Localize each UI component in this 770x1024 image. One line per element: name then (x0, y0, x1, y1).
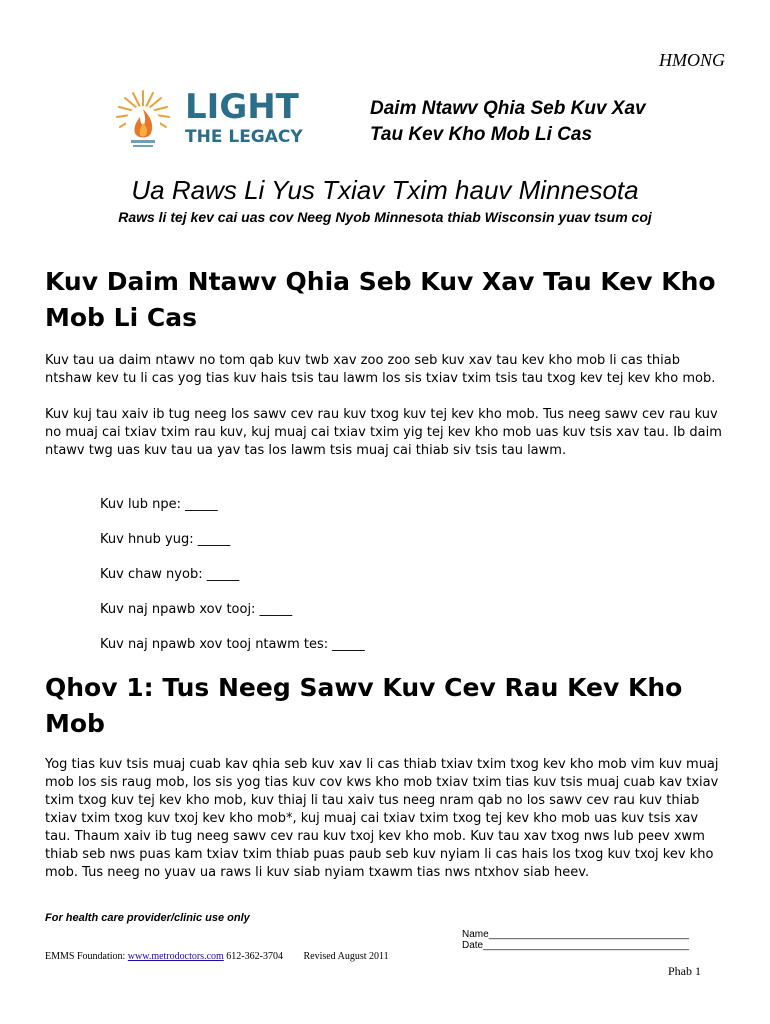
section2-heading-line2: Mob (45, 709, 105, 738)
form-title: Ua Raws Li Yus Txiav Txim hauv Minnesota (131, 175, 639, 205)
name-field[interactable]: Kuv lub npe: _____ (100, 497, 218, 512)
section2-paragraph: Yog tias kuv tsis muaj cuab kav qhia seb kuv xav li cas thiab txiav txim txog kev kho mob vim kuv muaj mob los sis raug mob, los sis yog tias kuv cov kws kho mob txiav txim tias kuv tsis muaj cuab kav txiav txim txog kuv tej kev kho mob, kuv thiaj li tau xaiv tus neeg nram qab no los sawv cev rau kuv thiab txiav txim txog kuv txoj kev kho mob*, kuj muaj cai txiav txim txog tej kev kho mob uas kuv tsis xav tau. Thaum xaiv ib tug neeg sawv cev rau kuv txoj kev kho mob. Kuv tau xav txog nws lub peev xwm thiab seb nws puas kam txiav txim thiab puas paub seb kuv nyiam li cas hais los txog kuv txoj kev kho mob. Tus neeg no yuav ua raws li kuv siab nyiam txawm tias nws ntxhov siab heev. (45, 757, 719, 880)
section1-paragraph2: Kuv kuj tau xaiv ib tug neeg los sawv cev rau kuv txog kuv tej kev kho mob. Tus neeg sawv cev rau kuv no muaj cai txiav txim rau kuv, kuj muaj cai txiav txim yig tej kev kho mob uas kuv tsis xav tau. Ib daim ntawv twg uas kuv tau ua yav tas los lawm tsis muaj cai thiab siv tsis tau lawm. (45, 407, 722, 458)
light-the-legacy-logo (105, 85, 315, 155)
provider-use-note: For health care provider/clinic use only (45, 912, 250, 924)
header-title-line2: Tau Kev Kho Mob Li Cas (370, 124, 593, 145)
name-blank: ____________________________________ (488, 929, 689, 940)
logo-line1: LIGHT (185, 87, 299, 127)
page-number: Phab 1 (668, 964, 701, 978)
flame-logo-icon (105, 85, 315, 155)
header-title-line1: Daim Ntawv Qhia Seb Kuv Xav (370, 98, 646, 119)
footer-revised: Revised August 2011 (303, 951, 389, 962)
mobile-phone-field[interactable]: Kuv naj npawb xov tooj ntawm tes: _____ (100, 637, 365, 652)
date-blank: _____________________________________ (483, 940, 689, 951)
section1-heading-line2: Mob Li Cas (45, 303, 197, 332)
language-label: HMONG (659, 50, 725, 70)
section2-heading-line1: Qhov 1: Tus Neeg Sawv Kuv Cev Rau Kev Kho (45, 673, 683, 702)
date-label: Date (462, 940, 484, 951)
section1-heading-line1: Kuv Daim Ntawv Qhia Seb Kuv Xav Tau Kev Kho (45, 267, 716, 296)
section1-heading (45, 264, 735, 336)
section1-paragraph1: Kuv tau ua daim ntawv no tom qab kuv twb xav zoo zoo seb kuv xav tau kev kho mob li cas thiab ntshaw kev tu li cas yog tias kuv hais tsis tau lawm los sis txiav txim tsis tau txog kev tej kev kho mob. (45, 353, 716, 386)
logo-line2: THE LEGACY (185, 127, 303, 147)
footer-phone: 612-362-3704 (226, 951, 283, 962)
phone-field[interactable]: Kuv naj npawb xov tooj: _____ (100, 602, 293, 617)
footer (45, 951, 389, 962)
footer-website-link[interactable]: www.metrodoctors.com (127, 951, 224, 962)
signature-date-line[interactable] (462, 940, 689, 951)
signature-name-line[interactable] (462, 929, 689, 940)
name-label: Name (462, 929, 489, 940)
header-title (370, 96, 730, 148)
footer-org: EMMS Foundation: (45, 951, 126, 962)
form-subtitle: Raws li tej kev cai uas cov Neeg Nyob Minnesota thiab Wisconsin yuav tsum coj (118, 209, 652, 225)
section2-heading (45, 670, 735, 742)
address-field[interactable]: Kuv chaw nyob: _____ (100, 567, 240, 582)
birthdate-field[interactable]: Kuv hnub yug: _____ (100, 532, 231, 547)
